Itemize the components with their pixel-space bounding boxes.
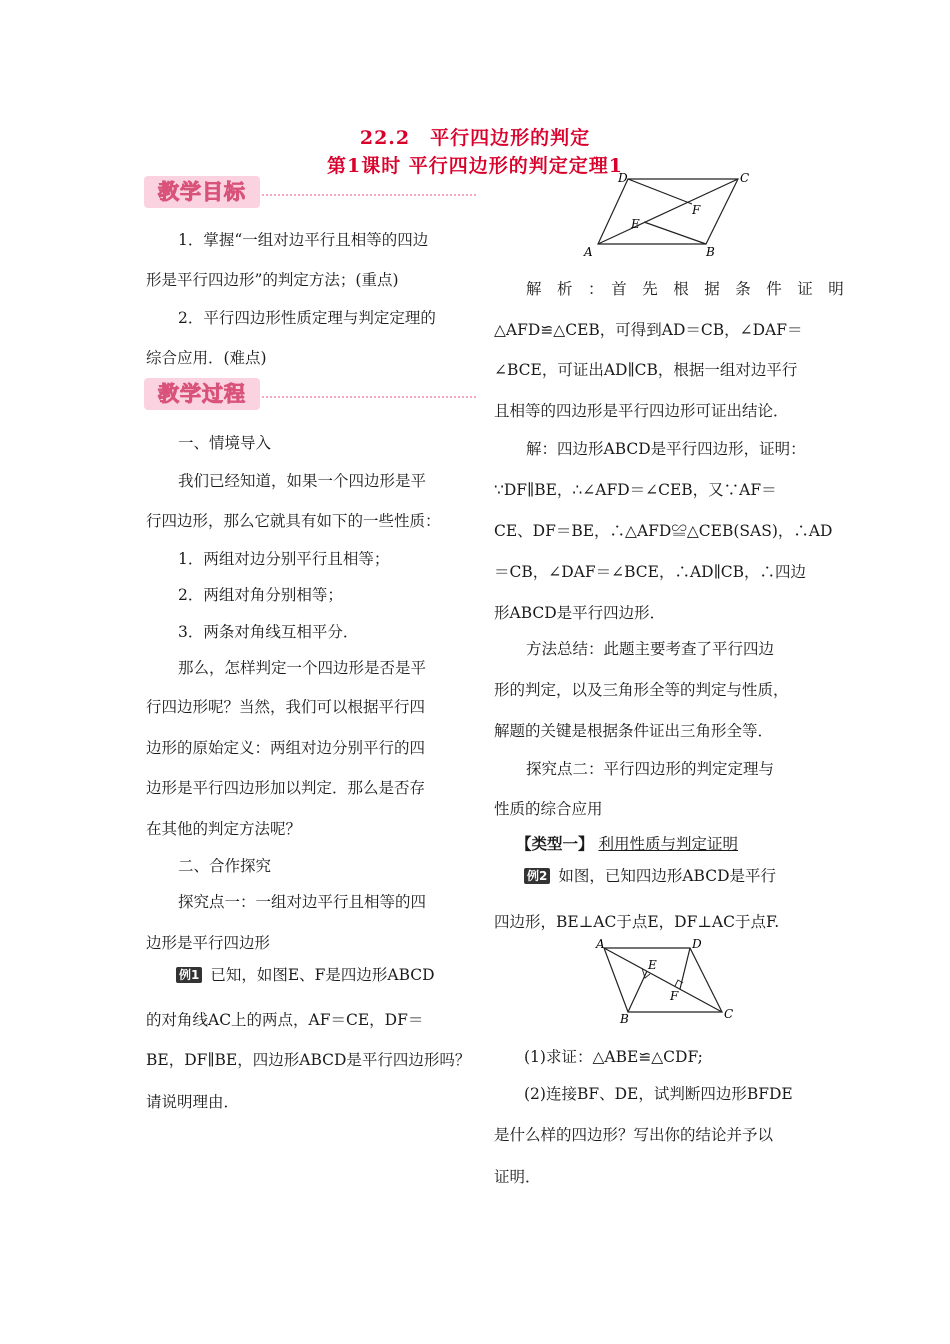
question-2-line-c: 证明．	[494, 1168, 541, 1186]
teaching-process-label: 教学过程	[144, 378, 260, 410]
figure-1-segment-be	[644, 222, 706, 244]
figure-1-label-a: A	[584, 245, 593, 259]
para-2-line-d: 边形是平行四边形加以判定．那么是否存	[146, 779, 426, 797]
example-1-text-a: 已知，如图E、F是四边形ABCD	[210, 966, 435, 984]
figure-2-diagonal-ac	[604, 948, 722, 1012]
property-1: 1．两组对边分别平行且相等；	[178, 550, 390, 568]
analysis-line-d: 且相等的四边形是平行四边形可证出结论．	[494, 402, 789, 420]
section-heading-1: 一、情境导入	[178, 434, 272, 452]
para-1-line-b: 行四边形，那么它就具有如下的一些性质：	[146, 512, 441, 530]
title-line-2: 第1课时 平行四边形的判定定理1	[326, 155, 624, 177]
figure-1-diagonal-ac	[598, 179, 738, 244]
banner-dotted-rule	[262, 396, 476, 398]
analysis-line-b: △AFD≌△CEB，可得到AD＝CB，∠DAF＝	[494, 321, 803, 339]
example-2-line-b: 四边形，BE⊥AC于点E，DF⊥AC于点F.	[494, 913, 780, 931]
example-1-line-b: 的对角线AC上的两点，AF＝CE，DF＝	[146, 1011, 424, 1029]
solution-line-d: ＝CB，∠DAF＝∠BCE，∴AD∥CB，∴四边	[494, 563, 806, 581]
figure-1-parallelogram	[574, 168, 764, 260]
figure-2-parallelogram	[590, 936, 750, 1026]
para-2-line-c: 边形的原始定义：两组对边分别平行的四	[146, 739, 426, 757]
para-2-line-a: 那么，怎样判定一个四边形是否是平	[178, 659, 427, 677]
example-1-line-d: 请说明理由．	[146, 1093, 240, 1111]
analysis-line-a: 解 析 ： 首 先 根 据 条 件 证 明	[526, 280, 844, 298]
example-2-badge: 例2	[524, 868, 550, 884]
example-1-line-c: BE，DF∥BE，四边形ABCD是平行四边形吗？	[146, 1051, 471, 1069]
figure-1-label-b: B	[706, 245, 715, 259]
teaching-process-banner	[144, 378, 476, 412]
figure-1-label-d: D	[618, 171, 628, 185]
figure-2-label-c: C	[724, 1007, 734, 1021]
question-2-line-b: 是什么样的四边形？写出你的结论并予以	[494, 1126, 774, 1144]
figure-2-label-a: A	[596, 937, 605, 951]
para-2-line-e: 在其他的判定方法呢？	[146, 820, 302, 838]
type-1-heading	[516, 832, 738, 854]
figure-2-label-e: E	[648, 958, 657, 972]
para-2-line-b: 行四边形呢？当然，我们可以根据平行四	[146, 698, 426, 716]
example-2-text-a: 如图，已知四边形ABCD是平行	[558, 867, 777, 885]
type-1-tag: 【类型一】	[516, 834, 594, 853]
figure-1-label-f: F	[692, 203, 701, 217]
title-line-1: 22.2 平行四边形的判定	[359, 127, 591, 149]
property-3: 3．两条对角线互相平分．	[178, 623, 359, 641]
banner-dotted-rule	[262, 194, 476, 196]
teaching-goals-label: 教学目标	[144, 176, 260, 208]
explore-1-line-b: 边形是平行四边形	[146, 934, 271, 952]
example-2-line-a	[524, 864, 776, 886]
figure-1-label-e: E	[631, 217, 640, 231]
question-1: (1)求证：△ABE≌△CDF;	[524, 1048, 703, 1066]
figure-2-segment-df	[680, 948, 690, 989]
solution-line-a: 解：四边形ABCD是平行四边形，证明：	[526, 440, 806, 458]
solution-line-e: 形ABCD是平行四边形．	[494, 604, 666, 622]
goal-2-line-a: 2．平行四边形性质定理与判定定理的	[178, 309, 436, 327]
summary-line-c: 解题的关键是根据条件证出三角形全等．	[494, 722, 774, 740]
section-heading-2: 二、合作探究	[178, 857, 272, 875]
goal-2-line-b: 综合应用．(难点)	[146, 349, 267, 367]
analysis-line-c: ∠BCE，可证出AD∥CB，根据一组对边平行	[494, 361, 798, 379]
property-2: 2．两组对角分别相等；	[178, 586, 343, 604]
figure-2-label-d: D	[692, 937, 702, 951]
question-2-line-a: (2)连接BF、DE，试判断四边形BFDE	[524, 1085, 793, 1103]
explore-1-line-a: 探究点一：一组对边平行且相等的四	[178, 893, 427, 911]
teaching-goals-banner	[144, 176, 476, 210]
figure-2-label-f: F	[670, 989, 679, 1003]
para-1-line-a: 我们已经知道，如果一个四边形是平	[178, 472, 427, 490]
figure-1-segment-df	[628, 179, 692, 204]
solution-line-c: CE、DF＝BE，∴△AFD≌△CEB(SAS)，∴AD	[494, 522, 833, 540]
example-1-badge: 例1	[176, 967, 202, 983]
goal-1-line-a: 1．掌握“一组对边平行且相等的四边	[178, 231, 429, 249]
solution-line-b: ∵DF∥BE，∴∠AFD＝∠CEB，又∵AF＝	[494, 481, 777, 499]
explore-2-line-b: 性质的综合应用	[494, 800, 603, 818]
example-1-line-a	[176, 963, 435, 985]
figure-2-segment-be	[628, 971, 647, 1012]
summary-line-b: 形的判定，以及三角形全等的判定与性质，	[494, 681, 789, 699]
figure-1-label-c: C	[740, 171, 750, 185]
goal-1-line-b: 形是平行四边形”的判定方法；(重点)	[146, 271, 399, 289]
explore-2-line-a: 探究点二：平行四边形的判定定理与	[526, 760, 775, 778]
type-1-text: 利用性质与判定证明	[598, 835, 738, 853]
summary-line-a: 方法总结：此题主要考查了平行四边	[526, 640, 775, 658]
figure-2-label-b: B	[620, 1012, 629, 1026]
